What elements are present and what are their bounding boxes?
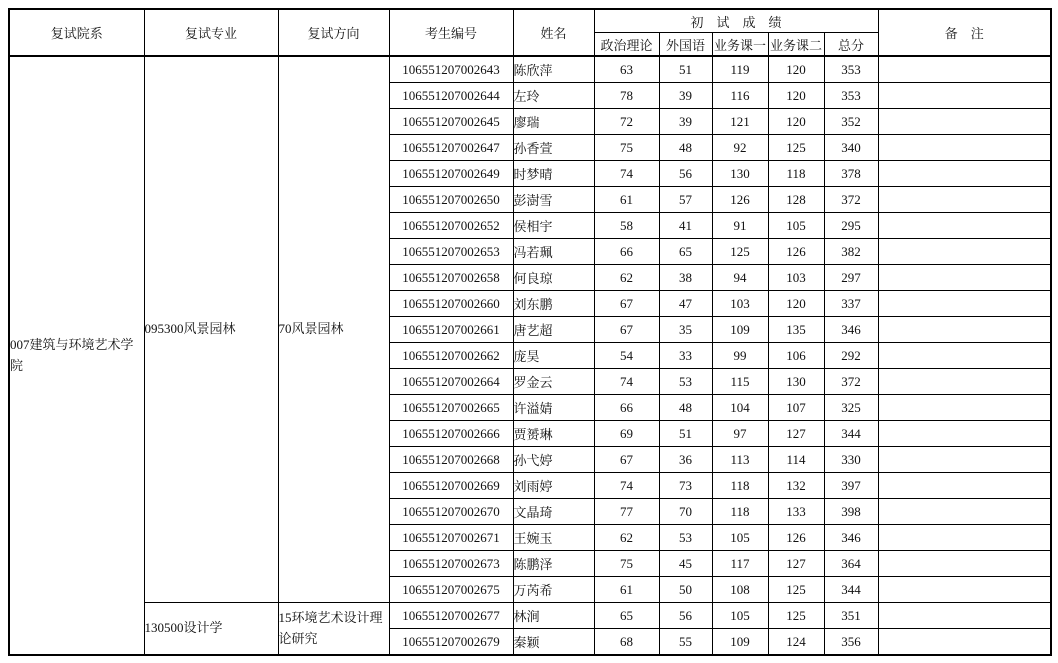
col-header-foreign-language: 外国语	[659, 33, 712, 57]
score-cell-total: 337	[824, 291, 878, 317]
score-cell-foreign: 53	[659, 525, 712, 551]
col-header-politics: 政治理论	[594, 33, 659, 57]
score-cell-course1: 109	[712, 317, 768, 343]
score-cell-foreign: 57	[659, 187, 712, 213]
score-cell-foreign: 35	[659, 317, 712, 343]
score-cell-total: 353	[824, 83, 878, 109]
score-cell-course1: 104	[712, 395, 768, 421]
score-cell-course2: 118	[768, 161, 824, 187]
score-cell-course1: 99	[712, 343, 768, 369]
col-header-course2: 业务课二	[768, 33, 824, 57]
score-cell-course2: 120	[768, 56, 824, 83]
score-cell-course2: 124	[768, 629, 824, 656]
name-cell: 廖瑞	[513, 109, 594, 135]
col-header-major: 复试专业	[144, 9, 278, 56]
score-cell-total: 325	[824, 395, 878, 421]
score-cell-foreign: 55	[659, 629, 712, 656]
score-cell-foreign: 38	[659, 265, 712, 291]
score-cell-politics: 62	[594, 525, 659, 551]
name-cell: 文晶琦	[513, 499, 594, 525]
score-cell-course2: 120	[768, 291, 824, 317]
score-cell-foreign: 39	[659, 109, 712, 135]
score-cell-politics: 67	[594, 317, 659, 343]
remark-cell	[878, 56, 1051, 83]
candidate-id-cell: 106551207002664	[389, 369, 513, 395]
score-cell-politics: 65	[594, 603, 659, 629]
score-cell-course1: 105	[712, 603, 768, 629]
name-cell: 侯相宇	[513, 213, 594, 239]
candidate-id-cell: 106551207002668	[389, 447, 513, 473]
name-cell: 刘东鹏	[513, 291, 594, 317]
score-cell-course1: 115	[712, 369, 768, 395]
col-header-total: 总分	[824, 33, 878, 57]
candidate-id-cell: 106551207002645	[389, 109, 513, 135]
score-cell-total: 346	[824, 525, 878, 551]
score-cell-foreign: 41	[659, 213, 712, 239]
score-cell-foreign: 39	[659, 83, 712, 109]
score-cell-course1: 108	[712, 577, 768, 603]
score-cell-total: 398	[824, 499, 878, 525]
score-cell-politics: 54	[594, 343, 659, 369]
col-header-name: 姓名	[513, 9, 594, 56]
score-cell-course1: 117	[712, 551, 768, 577]
score-cell-total: 295	[824, 213, 878, 239]
score-cell-politics: 72	[594, 109, 659, 135]
student-row	[9, 603, 1051, 629]
remark-cell	[878, 395, 1051, 421]
score-cell-course1: 118	[712, 499, 768, 525]
candidate-id-cell: 106551207002649	[389, 161, 513, 187]
header-row-top	[9, 9, 1051, 33]
remark-cell	[878, 447, 1051, 473]
score-cell-course1: 92	[712, 135, 768, 161]
score-cell-politics: 78	[594, 83, 659, 109]
score-cell-course2: 106	[768, 343, 824, 369]
name-cell: 彭澍雪	[513, 187, 594, 213]
score-cell-politics: 66	[594, 395, 659, 421]
score-cell-foreign: 73	[659, 473, 712, 499]
score-cell-course1: 119	[712, 56, 768, 83]
score-cell-total: 356	[824, 629, 878, 656]
remark-cell	[878, 499, 1051, 525]
score-cell-course1: 121	[712, 109, 768, 135]
score-cell-foreign: 33	[659, 343, 712, 369]
candidate-id-cell: 106551207002650	[389, 187, 513, 213]
name-cell: 孙弋婷	[513, 447, 594, 473]
name-cell: 许溢婧	[513, 395, 594, 421]
score-cell-politics: 62	[594, 265, 659, 291]
score-cell-course1: 116	[712, 83, 768, 109]
remark-cell	[878, 239, 1051, 265]
score-cell-total: 346	[824, 317, 878, 343]
remark-cell	[878, 629, 1051, 656]
name-cell: 罗金云	[513, 369, 594, 395]
score-cell-course2: 114	[768, 447, 824, 473]
score-cell-course2: 125	[768, 603, 824, 629]
name-cell: 刘雨婷	[513, 473, 594, 499]
candidate-id-cell: 106551207002653	[389, 239, 513, 265]
major-cell: 095300风景园林	[144, 56, 278, 603]
candidate-id-cell: 106551207002677	[389, 603, 513, 629]
score-cell-course1: 97	[712, 421, 768, 447]
score-cell-course2: 128	[768, 187, 824, 213]
score-cell-total: 372	[824, 187, 878, 213]
remark-cell	[878, 577, 1051, 603]
candidate-id-cell: 106551207002673	[389, 551, 513, 577]
score-cell-foreign: 50	[659, 577, 712, 603]
score-cell-course1: 126	[712, 187, 768, 213]
score-cell-course1: 105	[712, 525, 768, 551]
score-cell-course2: 126	[768, 239, 824, 265]
candidate-id-cell: 106551207002662	[389, 343, 513, 369]
score-cell-politics: 77	[594, 499, 659, 525]
name-cell: 何良琼	[513, 265, 594, 291]
remark-cell	[878, 369, 1051, 395]
score-cell-total: 297	[824, 265, 878, 291]
score-cell-foreign: 65	[659, 239, 712, 265]
remark-cell	[878, 525, 1051, 551]
score-cell-course2: 103	[768, 265, 824, 291]
score-cell-course1: 125	[712, 239, 768, 265]
name-cell: 左玲	[513, 83, 594, 109]
score-cell-foreign: 56	[659, 161, 712, 187]
table-header	[9, 9, 1051, 56]
direction-cell: 70风景园林	[278, 56, 389, 603]
student-row	[9, 56, 1051, 83]
name-cell: 庞昊	[513, 343, 594, 369]
remark-cell	[878, 265, 1051, 291]
score-cell-total: 344	[824, 421, 878, 447]
score-cell-total: 382	[824, 239, 878, 265]
score-cell-politics: 67	[594, 447, 659, 473]
remark-cell	[878, 473, 1051, 499]
score-cell-total: 364	[824, 551, 878, 577]
score-cell-foreign: 51	[659, 56, 712, 83]
score-cell-politics: 61	[594, 187, 659, 213]
score-cell-foreign: 47	[659, 291, 712, 317]
score-cell-foreign: 48	[659, 135, 712, 161]
score-cell-course2: 132	[768, 473, 824, 499]
candidate-id-cell: 106551207002644	[389, 83, 513, 109]
score-cell-foreign: 48	[659, 395, 712, 421]
score-cell-course2: 135	[768, 317, 824, 343]
score-cell-course1: 113	[712, 447, 768, 473]
score-cell-total: 344	[824, 577, 878, 603]
remark-cell	[878, 603, 1051, 629]
remark-cell	[878, 161, 1051, 187]
score-cell-politics: 74	[594, 161, 659, 187]
score-cell-total: 353	[824, 56, 878, 83]
name-cell: 王婉玉	[513, 525, 594, 551]
score-cell-total: 351	[824, 603, 878, 629]
remark-cell	[878, 109, 1051, 135]
score-cell-total: 340	[824, 135, 878, 161]
score-cell-course1: 103	[712, 291, 768, 317]
score-cell-total: 372	[824, 369, 878, 395]
col-header-candidate-id: 考生编号	[389, 9, 513, 56]
col-header-direction: 复试方向	[278, 9, 389, 56]
score-cell-politics: 75	[594, 551, 659, 577]
remark-cell	[878, 343, 1051, 369]
score-cell-course1: 91	[712, 213, 768, 239]
name-cell: 孙香萱	[513, 135, 594, 161]
name-cell: 冯若珮	[513, 239, 594, 265]
score-cell-course1: 94	[712, 265, 768, 291]
remark-cell	[878, 135, 1051, 161]
score-cell-politics: 61	[594, 577, 659, 603]
score-cell-course2: 125	[768, 135, 824, 161]
score-cell-total: 292	[824, 343, 878, 369]
score-cell-politics: 67	[594, 291, 659, 317]
score-cell-politics: 69	[594, 421, 659, 447]
candidate-id-cell: 106551207002661	[389, 317, 513, 343]
col-header-remarks: 备 注	[878, 9, 1051, 56]
remark-cell	[878, 291, 1051, 317]
score-cell-course2: 105	[768, 213, 824, 239]
score-cell-total: 330	[824, 447, 878, 473]
name-cell: 陈欣萍	[513, 56, 594, 83]
candidate-id-cell: 106551207002658	[389, 265, 513, 291]
candidate-id-cell: 106551207002671	[389, 525, 513, 551]
score-cell-politics: 66	[594, 239, 659, 265]
name-cell: 时梦晴	[513, 161, 594, 187]
score-cell-politics: 74	[594, 473, 659, 499]
score-cell-course2: 130	[768, 369, 824, 395]
score-cell-total: 352	[824, 109, 878, 135]
candidate-id-cell: 106551207002666	[389, 421, 513, 447]
candidate-id-cell: 106551207002652	[389, 213, 513, 239]
candidate-id-cell: 106551207002665	[389, 395, 513, 421]
score-cell-foreign: 53	[659, 369, 712, 395]
score-cell-politics: 68	[594, 629, 659, 656]
col-header-dept: 复试院系	[9, 9, 144, 56]
score-cell-course2: 120	[768, 83, 824, 109]
score-cell-foreign: 36	[659, 447, 712, 473]
score-cell-course2: 120	[768, 109, 824, 135]
name-cell: 贾赟琳	[513, 421, 594, 447]
score-cell-foreign: 45	[659, 551, 712, 577]
candidate-id-cell: 106551207002675	[389, 577, 513, 603]
score-cell-course2: 127	[768, 421, 824, 447]
candidate-id-cell: 106551207002679	[389, 629, 513, 656]
remark-cell	[878, 83, 1051, 109]
major-cell: 130500设计学	[144, 603, 278, 656]
candidate-id-cell: 106551207002669	[389, 473, 513, 499]
score-cell-course1: 118	[712, 473, 768, 499]
col-header-initial-exam: 初 试 成 绩	[594, 9, 878, 33]
remark-cell	[878, 551, 1051, 577]
admission-scores-table	[8, 8, 1052, 656]
remark-cell	[878, 213, 1051, 239]
score-cell-politics: 74	[594, 369, 659, 395]
col-header-course1: 业务课一	[712, 33, 768, 57]
score-cell-course2: 125	[768, 577, 824, 603]
name-cell: 万芮希	[513, 577, 594, 603]
score-cell-course2: 127	[768, 551, 824, 577]
score-cell-foreign: 70	[659, 499, 712, 525]
candidate-id-cell: 106551207002647	[389, 135, 513, 161]
candidate-id-cell: 106551207002670	[389, 499, 513, 525]
score-cell-politics: 63	[594, 56, 659, 83]
name-cell: 林涧	[513, 603, 594, 629]
candidate-id-cell: 106551207002660	[389, 291, 513, 317]
name-cell: 陈鹏泽	[513, 551, 594, 577]
remark-cell	[878, 317, 1051, 343]
score-cell-foreign: 51	[659, 421, 712, 447]
name-cell: 秦颖	[513, 629, 594, 656]
score-cell-total: 397	[824, 473, 878, 499]
score-cell-politics: 75	[594, 135, 659, 161]
score-cell-politics: 58	[594, 213, 659, 239]
score-cell-course2: 133	[768, 499, 824, 525]
score-cell-course2: 107	[768, 395, 824, 421]
department-cell: 007建筑与环境艺术学院	[9, 56, 144, 655]
score-cell-course1: 130	[712, 161, 768, 187]
name-cell: 唐艺超	[513, 317, 594, 343]
remark-cell	[878, 421, 1051, 447]
direction-cell: 15环境艺术设计理论研究	[278, 603, 389, 656]
remark-cell	[878, 187, 1051, 213]
score-cell-foreign: 56	[659, 603, 712, 629]
score-cell-course1: 109	[712, 629, 768, 656]
table-body	[9, 56, 1051, 655]
score-cell-course2: 126	[768, 525, 824, 551]
score-cell-total: 378	[824, 161, 878, 187]
candidate-id-cell: 106551207002643	[389, 56, 513, 83]
